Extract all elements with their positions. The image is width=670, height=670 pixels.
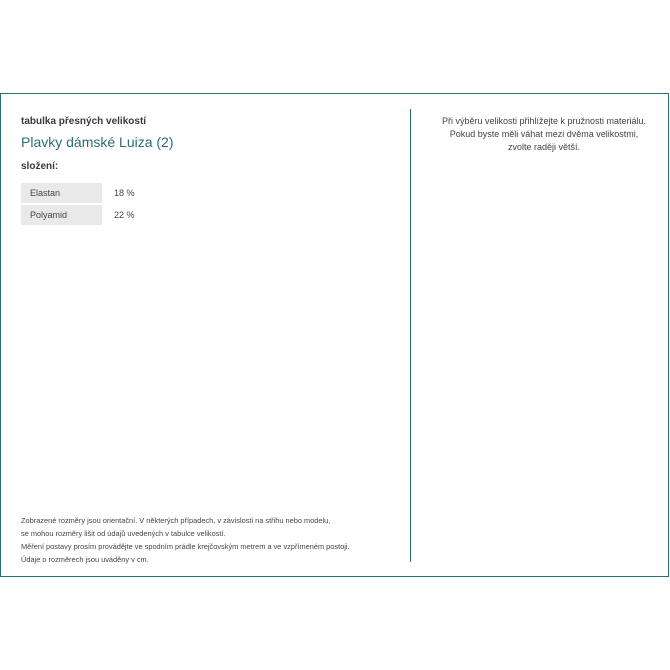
advice-line: Při výběru velikosti přihlížejte k pružnosti materiálu. — [441, 116, 647, 126]
measurement-note — [21, 514, 401, 566]
material-name: Polyamid — [21, 205, 102, 225]
footer-line: Zobrazené rozměry jsou orientační. V některých případech, v závislosti na střihu nebo modelu, — [21, 516, 331, 525]
chart-eyebrow: tabulka přesných velikostí — [21, 116, 147, 127]
size-advice-note — [426, 115, 662, 154]
material-percent: 18 % — [114, 187, 135, 198]
left-panel — [21, 116, 391, 227]
product-title: Plavky dámské Luiza (2) — [21, 134, 174, 150]
footer-line: Měření postavy prosím provádějte ve spodním prádle krejčovským metrem a ve vzpřímeném postoji. — [21, 542, 350, 551]
composition-row — [21, 183, 135, 203]
composition-heading: složení: — [21, 161, 59, 172]
size-chart-card — [0, 93, 669, 577]
advice-line: zvolte raději větší. — [507, 142, 581, 152]
vertical-divider — [410, 109, 411, 562]
material-name: Elastan — [21, 183, 102, 203]
composition-row — [21, 205, 135, 225]
footer-line: Údaje o rozměrech jsou uváděny v cm. — [21, 555, 149, 564]
footer-line: se mohou rozměry lišit od údajů uvedených v tabulce velikostí. — [21, 529, 226, 538]
advice-line: Pokud byste měli váhat mezi dvěma velikostmi, — [449, 129, 639, 139]
composition-table — [21, 181, 135, 227]
material-percent: 22 % — [114, 209, 135, 220]
